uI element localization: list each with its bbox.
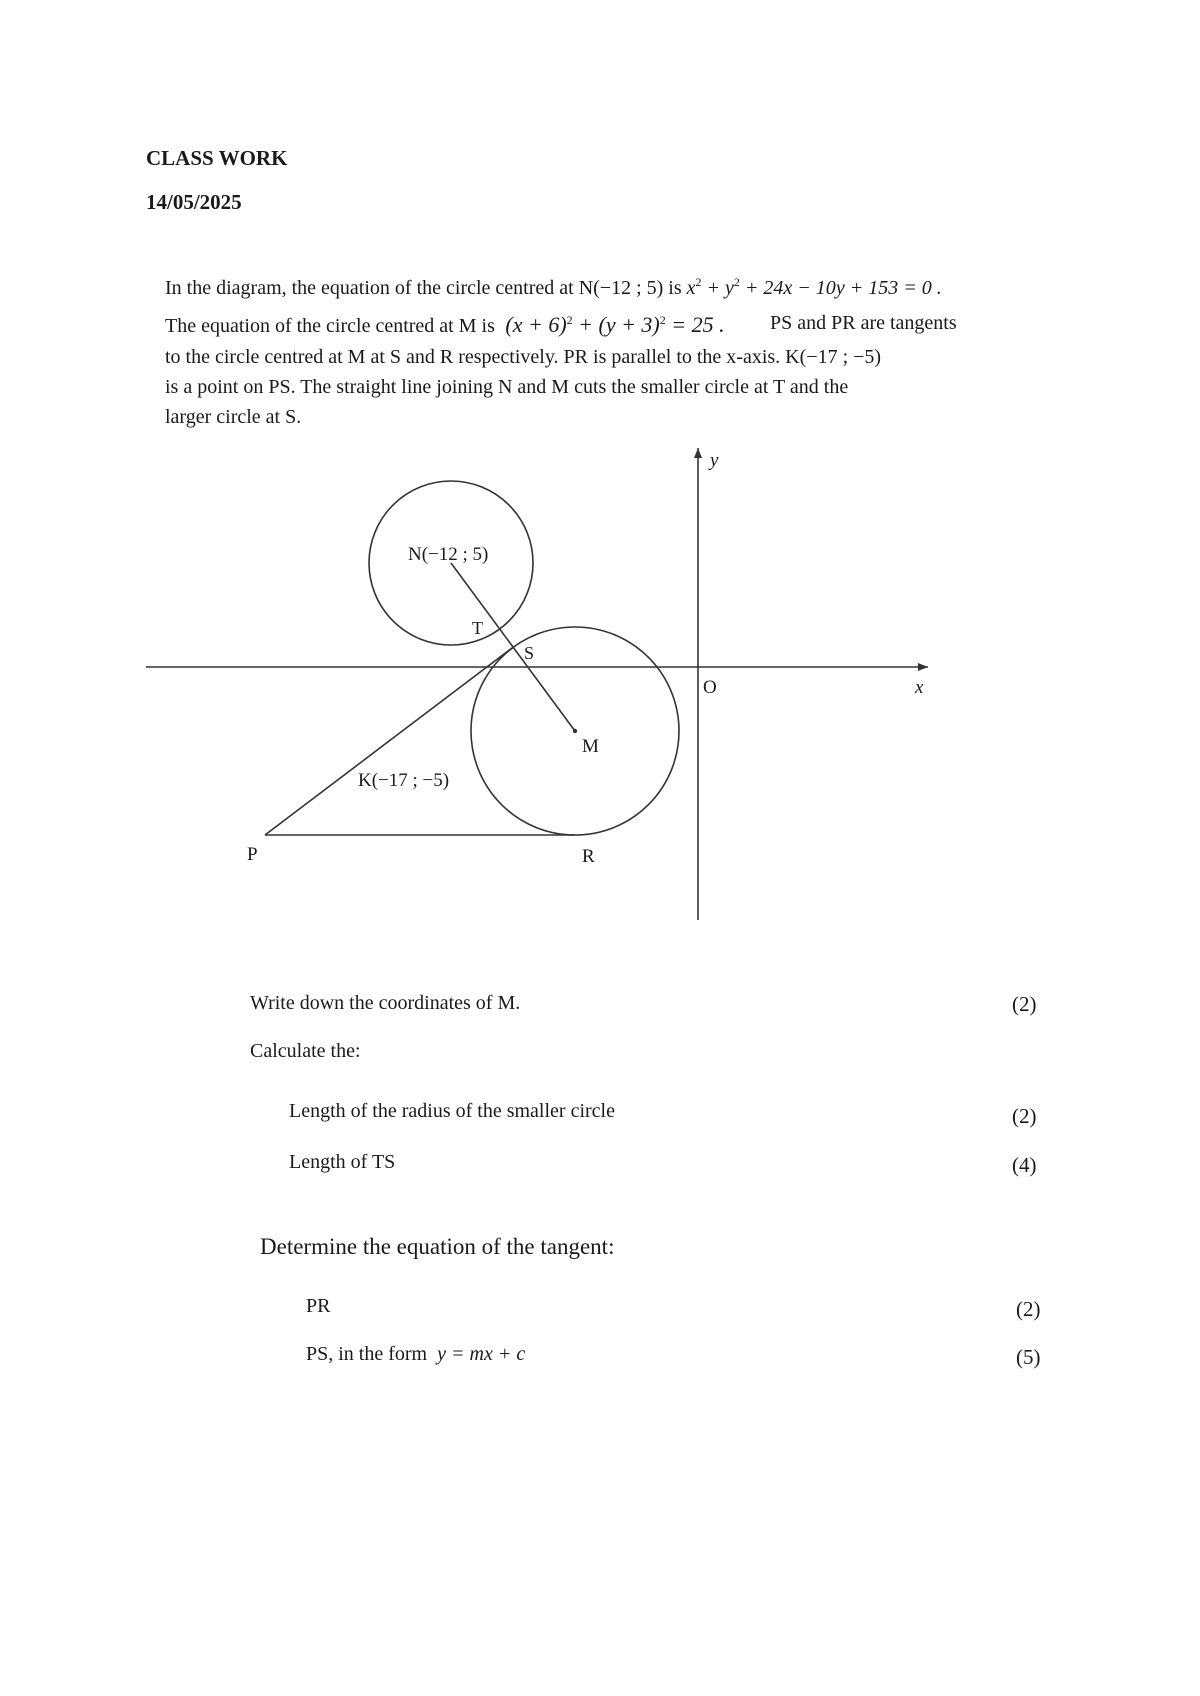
- question-2-stem: Calculate the:: [250, 1040, 361, 1062]
- label-x: x: [915, 677, 924, 698]
- label-m: M: [582, 736, 599, 757]
- marks-3-2: (5): [1016, 1345, 1041, 1369]
- label-s: S: [524, 643, 535, 663]
- label-o: O: [703, 677, 717, 698]
- label-t: T: [472, 618, 483, 638]
- intro-line-2: The equation of the circle centred at M is $(x + 6)^2 + (y + 3)^2 = 25$ .: [165, 312, 725, 337]
- question-3-1: PR: [306, 1295, 331, 1317]
- formula-ymxc: y = mx + c: [437, 1343, 526, 1365]
- question-2-2: Length of TS: [289, 1151, 396, 1173]
- x-axis-arrow: [918, 663, 928, 671]
- question-2-1: Length of the radius of the smaller circle: [289, 1100, 615, 1122]
- marks-1: (2): [1012, 992, 1037, 1016]
- intro-line-4: is a point on PS. The straight line joining N and M cuts the smaller circle at T and the: [165, 376, 849, 398]
- point-m: [573, 729, 577, 733]
- question-3-2: PS, in the form y = mx + c: [306, 1343, 526, 1365]
- line-nm: [451, 563, 575, 731]
- equation-n: $x^2 + y^2 + 24x - 10y + 153 = 0$ .: [686, 275, 942, 299]
- label-y: y: [710, 450, 719, 471]
- label-k: K(−17 ; −5): [358, 770, 450, 791]
- marks-2-2: (4): [1012, 1153, 1037, 1177]
- marks-3-1: (2): [1016, 1297, 1041, 1321]
- equation-m: $(x + 6)^2 + (y + 3)^2 = 25$ .: [505, 312, 725, 337]
- worksheet-title: CLASS WORK: [146, 146, 288, 170]
- intro-line-5: larger circle at S.: [165, 406, 302, 428]
- intro-text: In the diagram, the equation of the circle centred at N(−12 ; 5) is: [165, 277, 682, 299]
- label-p: P: [247, 844, 258, 865]
- label-r: R: [582, 846, 595, 867]
- label-n: N(−12 ; 5): [408, 544, 489, 565]
- y-axis-arrow: [694, 448, 702, 458]
- intro-line-3: to the circle centred at M at S and R respectively. PR is parallel to the x-axis. K(−17 ; −5): [165, 346, 882, 368]
- question-3-stem: Determine the equation of the tangent:: [260, 1234, 615, 1259]
- intro-line-2b: PS and PR are tangents: [770, 312, 957, 334]
- worksheet-date: 14/05/2025: [146, 190, 242, 214]
- question-1: Write down the coordinates of M.: [250, 992, 521, 1014]
- marks-2-1: (2): [1012, 1104, 1037, 1128]
- tangent-ps: [265, 648, 512, 835]
